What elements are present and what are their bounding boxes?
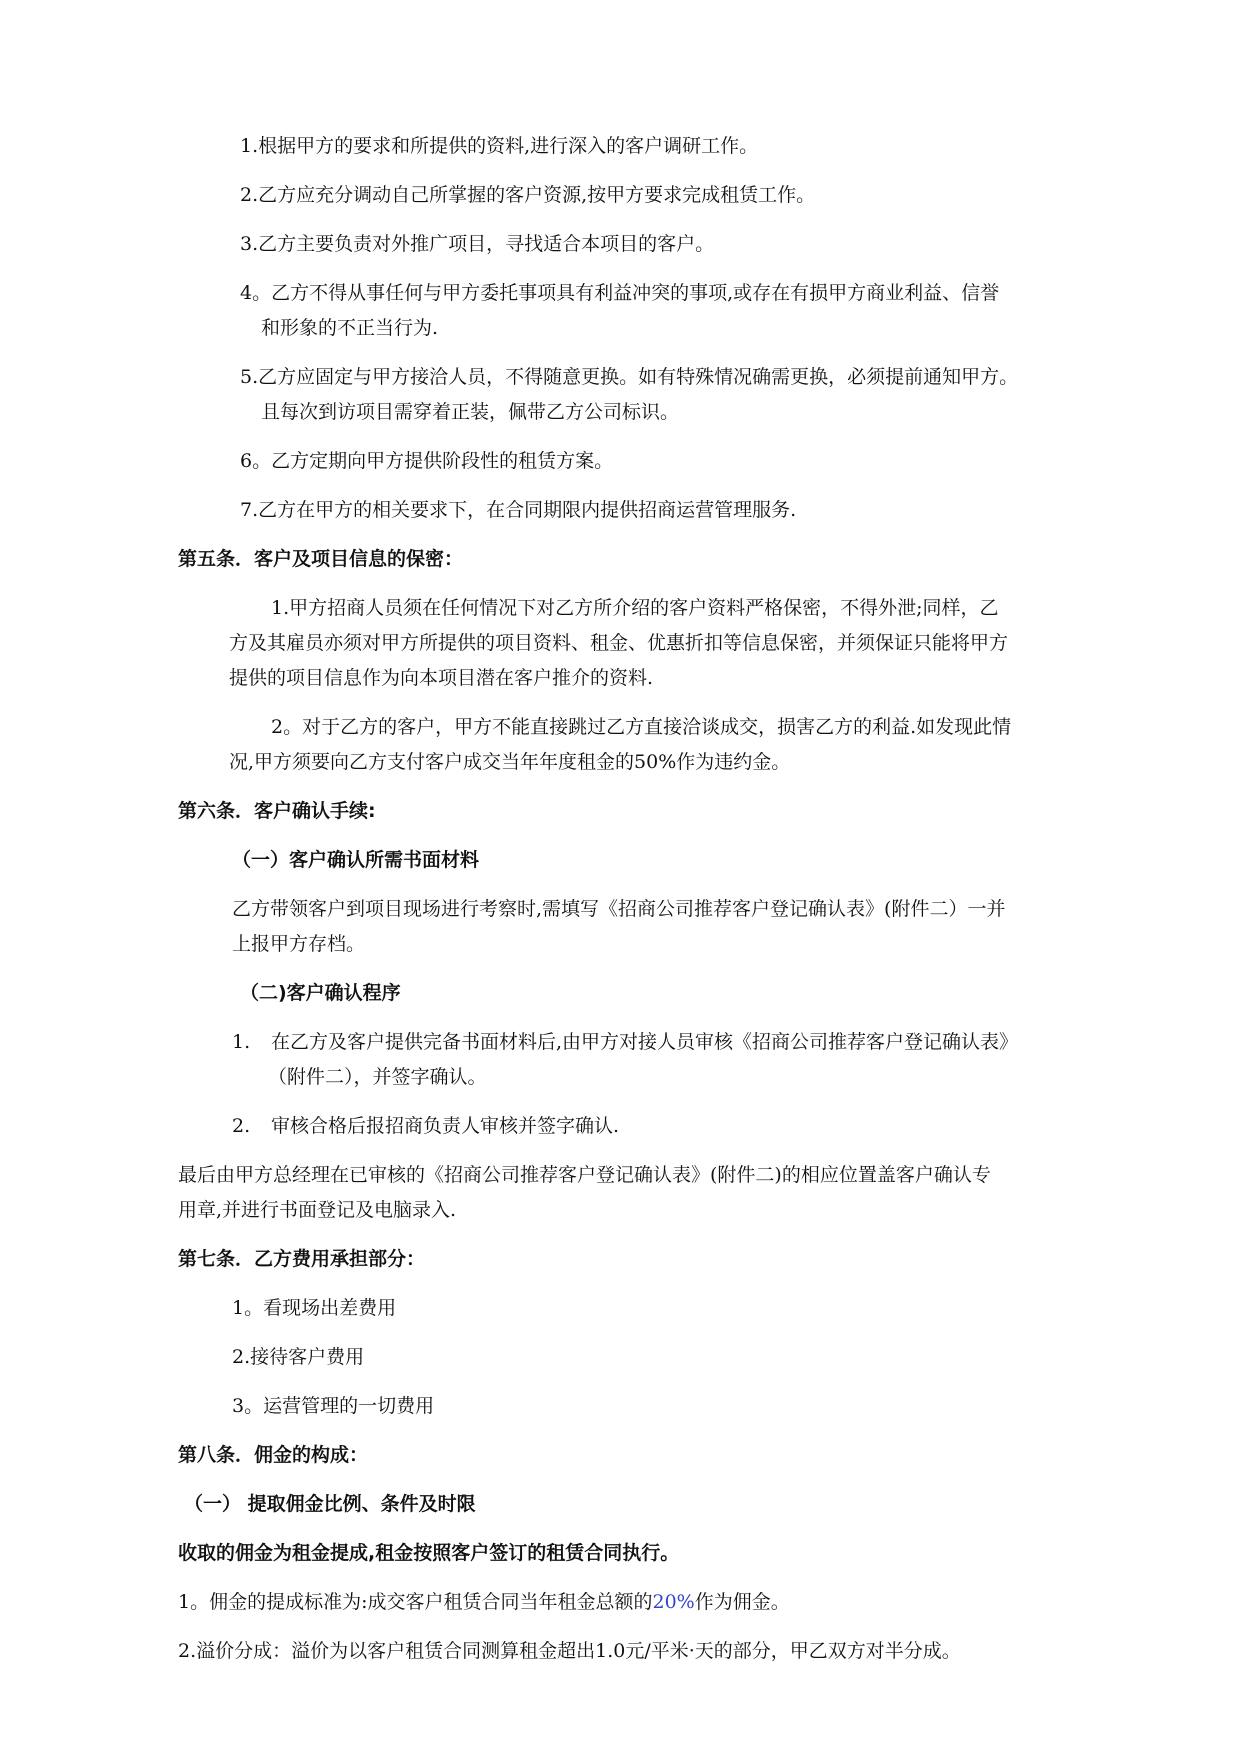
cost-item-2: 2.接待客户费用 <box>232 1346 365 1368</box>
article8-subheading-1: （一） 提取佣金比例、条件及时限 <box>184 1493 476 1515</box>
article6-sub1-line1: 乙方带领客户到项目现场进行考察时,需填写《招商公司推荐客户登记确认表》(附件二）一并 <box>232 898 1006 920</box>
step-1-line2: （附件二），并签字确认。 <box>268 1066 487 1088</box>
duty-item-3: 3.乙方主要负责对外推广项目，寻找适合本项目的客户。 <box>240 233 715 255</box>
step-2-text: 审核合格后报招商负责人审核并签字确认. <box>271 1115 620 1137</box>
cost-item-1: 1。看现场出差费用 <box>232 1297 397 1319</box>
duty-item-1: 1.根据甲方的要求和所提供的资料,进行深入的客户调研工作。 <box>240 135 759 157</box>
article5-para1-line3: 提供的项目信息作为向本项目潜在客户推介的资料. <box>229 667 654 689</box>
article5-heading: 第五条．客户及项目信息的保密： <box>178 548 464 570</box>
duty-item-6: 6。乙方定期向甲方提供阶段性的租赁方案。 <box>240 450 614 472</box>
article6-subheading-1: （一）客户确认所需书面材料 <box>232 849 480 871</box>
duty-item-5-cont: 且每次到访项目需穿着正装，佩带乙方公司标识。 <box>261 401 680 423</box>
article5-para2-line2: 况,甲方须要向乙方支付客户成交当年年度租金的50%作为违约金。 <box>229 751 791 773</box>
article5-para1-line2: 方及其雇员亦须对甲方所提供的项目资料、租金、优惠折扣等信息保密，并须保证只能将甲方 <box>229 632 1009 654</box>
commission-rate: 20% <box>652 1591 695 1613</box>
article5-para2-line1: 2。对于乙方的客户，甲方不能直接跳过乙方直接洽谈成交，损害乙方的利益.如发现此情 <box>271 716 1012 738</box>
step-1-number: 1. <box>232 1031 251 1053</box>
article6-subheading-2: （二)客户确认程序 <box>240 982 401 1004</box>
article5-para1-line1: 1.甲方招商人员须在任何情况下对乙方所介绍的客户资料严格保密，不得外泄;同样，乙 <box>271 597 999 619</box>
cost-item-3: 3。运营管理的一切费用 <box>232 1395 435 1417</box>
article6-heading: 第六条．客户确认手续: <box>178 800 376 822</box>
duty-item-7: 7.乙方在甲方的相关要求下，在合同期限内提供招商运营管理服务. <box>240 499 797 521</box>
article6-final-line1: 最后由甲方总经理在已审核的《招商公司推荐客户登记确认表》(附件二)的相应位置盖客户确认专 <box>178 1164 991 1186</box>
duty-item-2: 2.乙方应充分调动自己所掌握的客户资源,按甲方要求完成租赁工作。 <box>240 184 816 206</box>
commission-item-1 <box>178 1587 790 1617</box>
commission-item-1-prefix: 1。佣金的提成标准为:成交客户租赁合同当年租金总额的 <box>178 1591 653 1613</box>
article6-sub1-line2: 上报甲方存档。 <box>232 933 366 955</box>
commission-item-2: 2.溢价分成：溢价为以客户租赁合同测算租金超出1.0元/平米·天的部分，甲乙双方对半分成。 <box>178 1640 961 1662</box>
article8-heading: 第八条．佣金的构成： <box>178 1444 369 1466</box>
duty-item-5: 5.乙方应固定与甲方接洽人员，不得随意更换。如有特殊情况确需更换，必须提前通知甲方。 <box>240 366 1019 388</box>
article6-final-line2: 用章,并进行书面登记及电脑录入. <box>178 1199 457 1221</box>
step-1-line1: 在乙方及客户提供完备书面材料后,由甲方对接人员审核《招商公司推荐客户登记确认表》 <box>271 1031 1019 1053</box>
article7-heading: 第七条．乙方费用承担部分： <box>178 1248 426 1270</box>
duty-item-4-cont: 和形象的不正当行为. <box>261 317 439 339</box>
commission-item-1-suffix: 作为佣金。 <box>694 1591 790 1613</box>
commission-basis: 收取的佣金为租金提成,租金按照客户签订的租赁合同执行。 <box>178 1542 680 1564</box>
step-2-number: 2. <box>232 1115 251 1137</box>
duty-item-4: 4。乙方不得从事任何与甲方委托事项具有利益冲突的事项,或存在有损甲方商业利益、信誉 <box>240 282 1000 304</box>
